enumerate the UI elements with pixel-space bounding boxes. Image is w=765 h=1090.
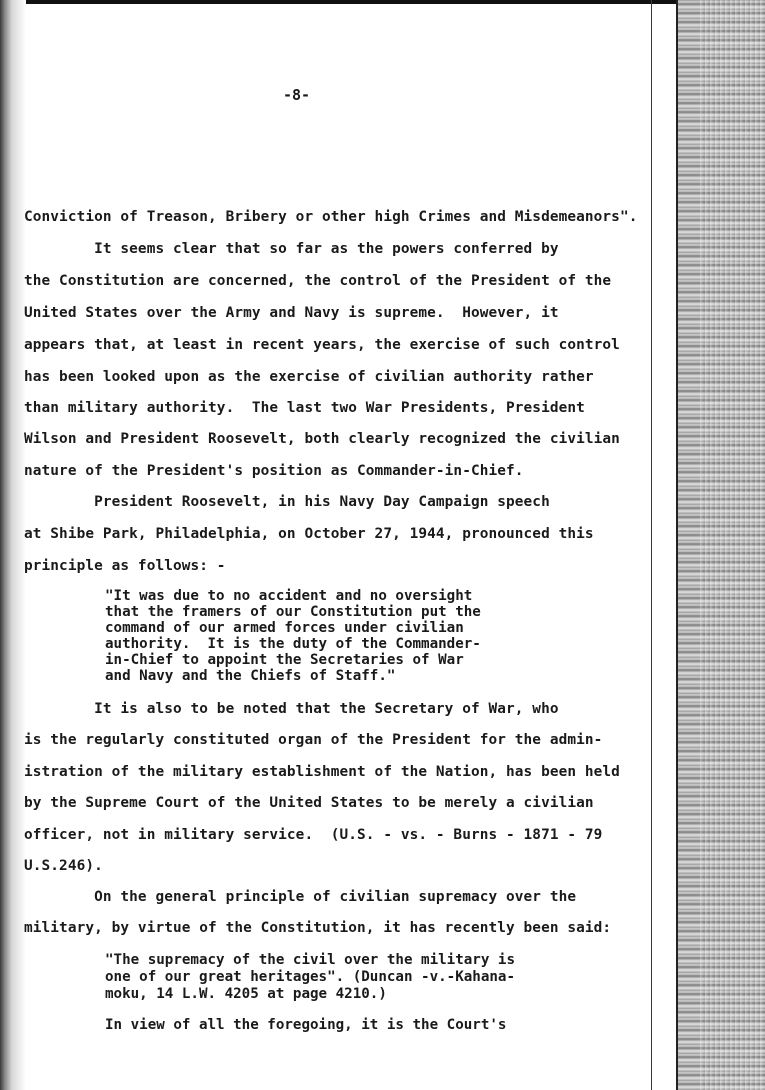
quote-line: one of our great heritages". (Duncan -v.-Kahana-: [105, 969, 515, 985]
text-line: at Shibe Park, Philadelphia, on October 27, 1944, pronounced this: [24, 526, 594, 542]
text-line: It seems clear that so far as the powers conferred by: [24, 241, 559, 257]
quote-line: authority. It is the duty of the Commander-: [105, 636, 481, 652]
text-line: officer, not in military service. (U.S. - vs. - Burns - 1871 - 79: [24, 827, 603, 843]
text-line: military, by virtue of the Constitution, it has recently been said:: [24, 920, 612, 936]
text-line: United States over the Army and Navy is supreme. However, it: [24, 305, 559, 321]
quote-line: in-Chief to appoint the Secretaries of War: [105, 652, 464, 668]
text-line: Conviction of Treason, Bribery or other high Crimes and Misdemeanors".: [24, 209, 638, 225]
text-line: than military authority. The last two War Presidents, President: [24, 400, 585, 416]
text-line: the Constitution are concerned, the control of the President of the: [24, 273, 612, 289]
text-line: nature of the President's position as Commander-in-Chief.: [24, 463, 524, 479]
text-line: On the general principle of civilian supremacy over the: [24, 889, 577, 905]
text-line: istration of the military establishment of the Nation, has been held: [24, 764, 620, 780]
right-margin-line: [651, 0, 652, 1090]
scan-right-edge-texture: [700, 0, 765, 1090]
closing-line: In view of all the foregoing, it is the Court's: [105, 1017, 507, 1033]
quote-line: "The supremacy of the civil over the military is: [105, 952, 515, 968]
text-line: by the Supreme Court of the United States to be merely a civilian: [24, 795, 594, 811]
text-line: is the regularly constituted organ of the President for the admin-: [24, 732, 603, 748]
text-line: Wilson and President Roosevelt, both clearly recognized the civilian: [24, 431, 620, 447]
quote-line: command of our armed forces under civilian: [105, 620, 464, 636]
quote-line: that the framers of our Constitution put the: [105, 604, 481, 620]
text-line: has been looked upon as the exercise of civilian authority rather: [24, 369, 594, 385]
text-line: U.S.246).: [24, 858, 103, 874]
quote-line: "It was due to no accident and no oversight: [105, 588, 473, 604]
quote-line: and Navy and the Chiefs of Staff.": [105, 668, 396, 684]
text-line: appears that, at least in recent years, the exercise of such control: [24, 337, 620, 353]
text-line: It is also to be noted that the Secretary of War, who: [24, 701, 559, 717]
text-line: principle as follows: -: [24, 558, 226, 574]
page-number: -8-: [283, 86, 311, 104]
scan-left-shadow: [0, 0, 26, 1090]
text-line: President Roosevelt, in his Navy Day Campaign speech: [24, 494, 550, 510]
quote-line: moku, 14 L.W. 4205 at page 4210.): [105, 986, 387, 1002]
